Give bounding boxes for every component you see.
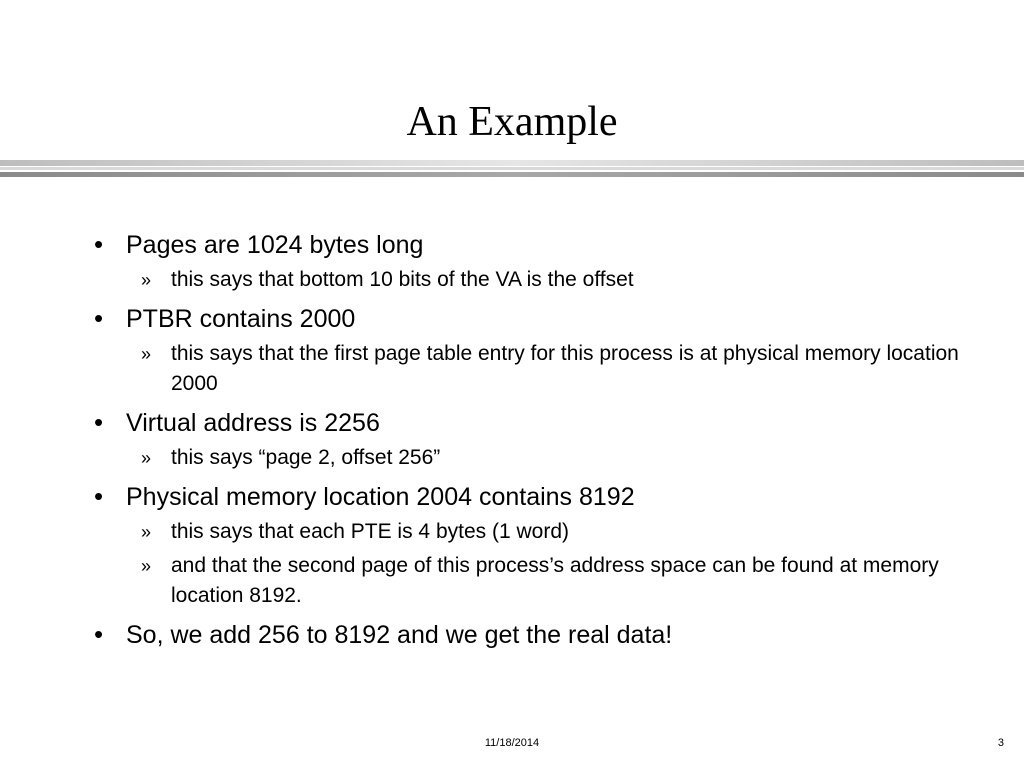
sub-bullet-text: this says “page 2, offset 256” (171, 446, 441, 469)
bullet-marker: • (94, 481, 104, 511)
sub-bullet-list (0, 517, 1024, 611)
bullet-item (0, 479, 1024, 611)
sub-bullet-marker: » (141, 556, 152, 576)
slide-number: 3 (997, 737, 1004, 749)
bullet-marker: • (94, 619, 104, 649)
bullet-list (0, 227, 1024, 659)
title-divider (0, 160, 1024, 178)
sub-bullet-item (0, 339, 1024, 399)
divider-band (0, 160, 1024, 166)
sub-bullet-item (0, 517, 1024, 547)
bullet-text: PTBR contains 2000 (126, 305, 356, 333)
sub-bullet-marker: » (141, 522, 152, 542)
sub-bullet-list (0, 265, 1024, 295)
bullet-marker: • (94, 303, 104, 333)
sub-bullet-item (0, 551, 1024, 611)
sub-bullet-marker: » (141, 270, 152, 290)
sub-bullet-text: this says that the first page table entry for this process is at physical memory location 2000 (171, 342, 959, 395)
bullet-text: Physical memory location 2004 contains 8192 (126, 483, 635, 511)
bullet-text: So, we add 256 to 8192 and we get the real data! (126, 621, 673, 649)
sub-bullet-marker: » (141, 344, 152, 364)
divider-band (0, 167, 1024, 170)
bullet-item (0, 617, 1024, 653)
sub-bullet-text: and that the second page of this process’s address space can be found at memory location 8192. (171, 554, 939, 607)
bullet-text: Virtual address is 2256 (126, 409, 380, 437)
bullet-marker: • (94, 229, 104, 259)
footer-date: 11/18/2014 (484, 737, 540, 749)
bullet-text: Pages are 1024 bytes long (126, 231, 424, 259)
sub-bullet-text: this says that each PTE is 4 bytes (1 word) (171, 520, 569, 543)
bullet-item (0, 301, 1024, 399)
sub-bullet-text: this says that bottom 10 bits of the VA is the offset (171, 268, 634, 291)
sub-bullet-list (0, 339, 1024, 399)
sub-bullet-item (0, 443, 1024, 473)
bullet-item (0, 405, 1024, 473)
divider-band (0, 172, 1024, 177)
sub-bullet-list (0, 443, 1024, 473)
sub-bullet-item (0, 265, 1024, 295)
bullet-marker: • (94, 407, 104, 437)
slide-title: An Example (406, 99, 618, 145)
sub-bullet-marker: » (141, 448, 152, 468)
bullet-item (0, 227, 1024, 295)
